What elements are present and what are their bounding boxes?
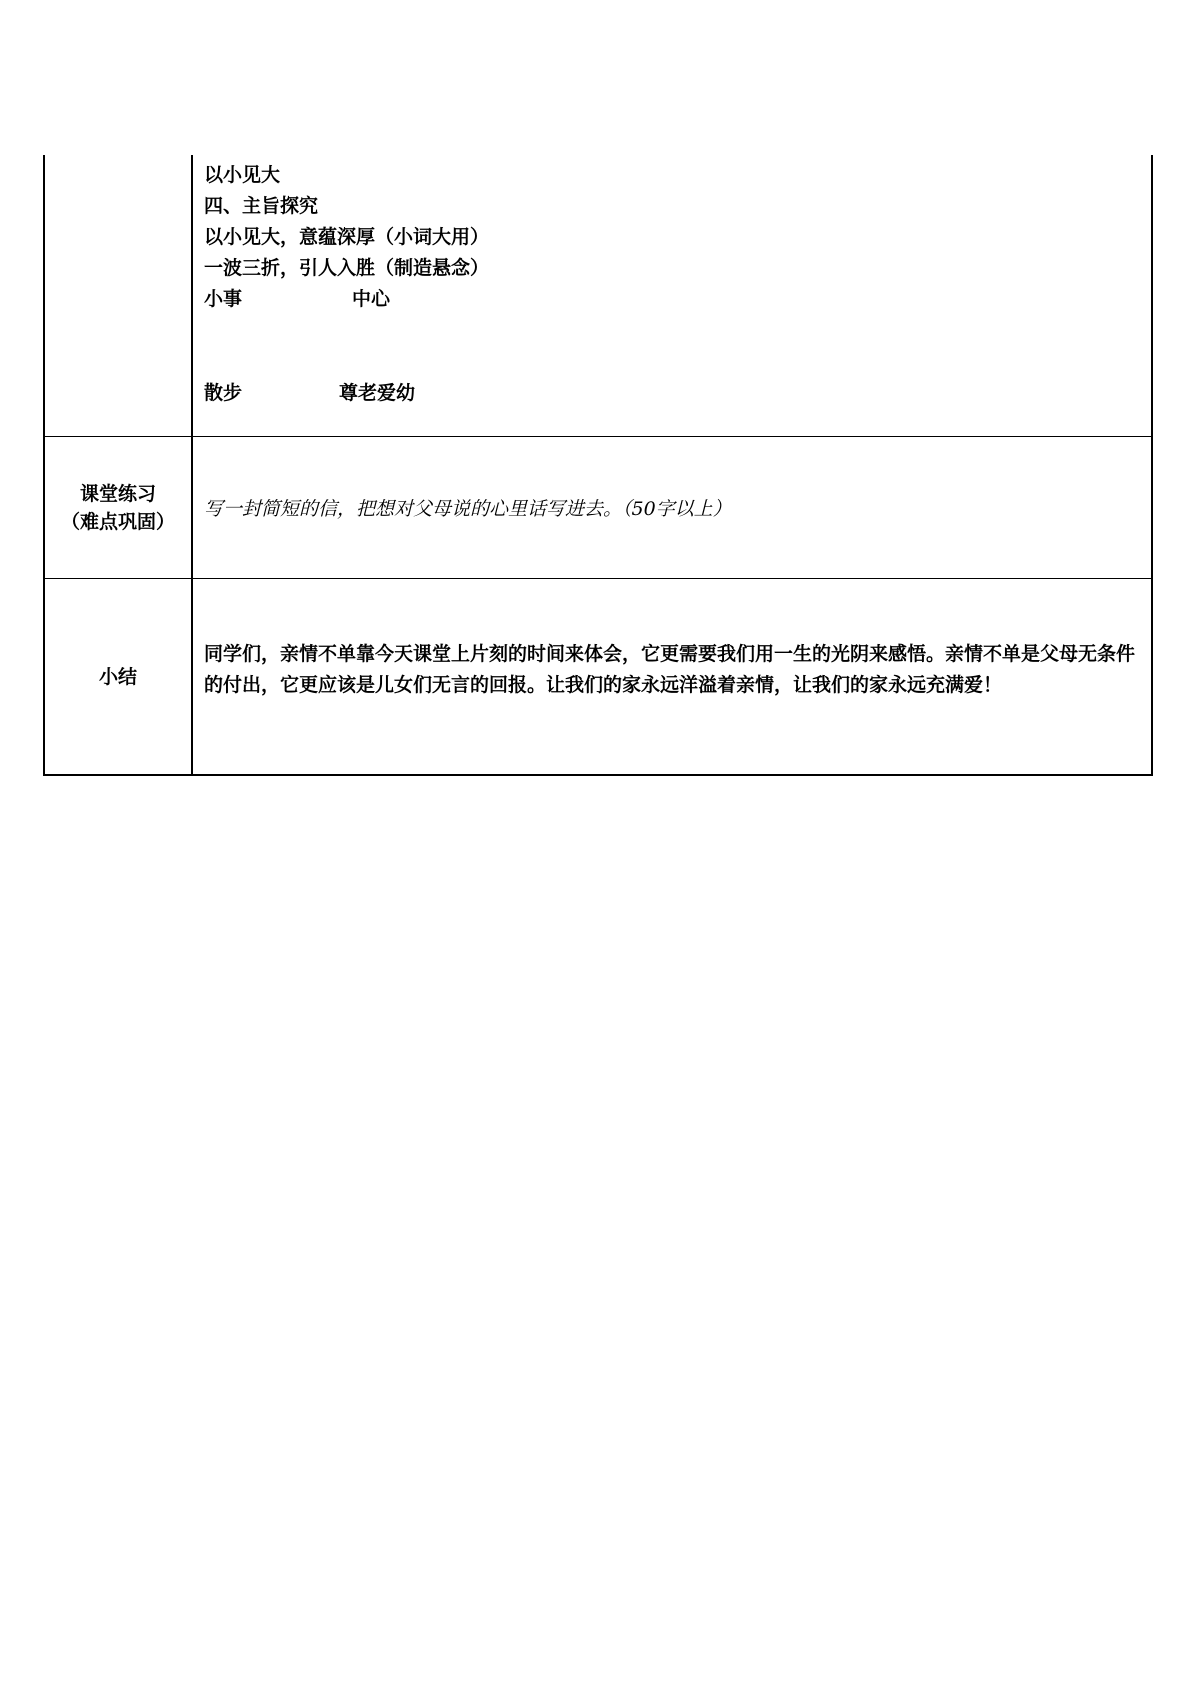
lesson-plan-table (43, 155, 1153, 776)
table-row-practice (45, 436, 1151, 578)
practice-task-text: 写一封简短的信，把想对父母说的心里话写进去。（50字以上） (204, 498, 732, 520)
content-line-3: 以小见大，意蕴深厚（小词大用） (204, 226, 490, 248)
small-event-center-pair (204, 284, 1151, 315)
practice-label-line2: （难点巩固） (60, 510, 175, 533)
content-line-4: 一波三折，引人入胜（制造悬念） (204, 257, 490, 279)
content-line-1: 以小见大 (204, 164, 281, 186)
row-label-practice (45, 437, 193, 578)
pair-left-small-event: 小事 (204, 288, 243, 310)
summary-content-cell (193, 579, 1151, 774)
table-row-main-content (45, 155, 1151, 436)
pair-right-center: 中心 (352, 288, 391, 310)
practice-content-cell (193, 437, 1151, 578)
pair-left-walk: 散步 (204, 382, 243, 404)
walk-respect-pair (204, 378, 1151, 409)
main-content-cell (193, 155, 1151, 436)
row-label-summary: 小结 (45, 579, 193, 774)
content-line-2: 四、主旨探究 (204, 195, 319, 217)
spacer (204, 315, 1151, 378)
practice-label-line1: 课堂练习 (79, 482, 156, 505)
table-row-summary (45, 578, 1151, 774)
summary-text: 同学们，亲情不单靠今天课堂上片刻的时间来体会，它更需要我们用一生的光阴来感悟。亲情不单是父母无条件的付出，它更应该是儿女们无言的回报。让我们的家永远洋溢着亲情，让我们的家永远充满爱！ (204, 643, 1136, 696)
pair-right-respect-elders: 尊老爱幼 (339, 382, 416, 404)
row-label-empty (45, 155, 193, 436)
